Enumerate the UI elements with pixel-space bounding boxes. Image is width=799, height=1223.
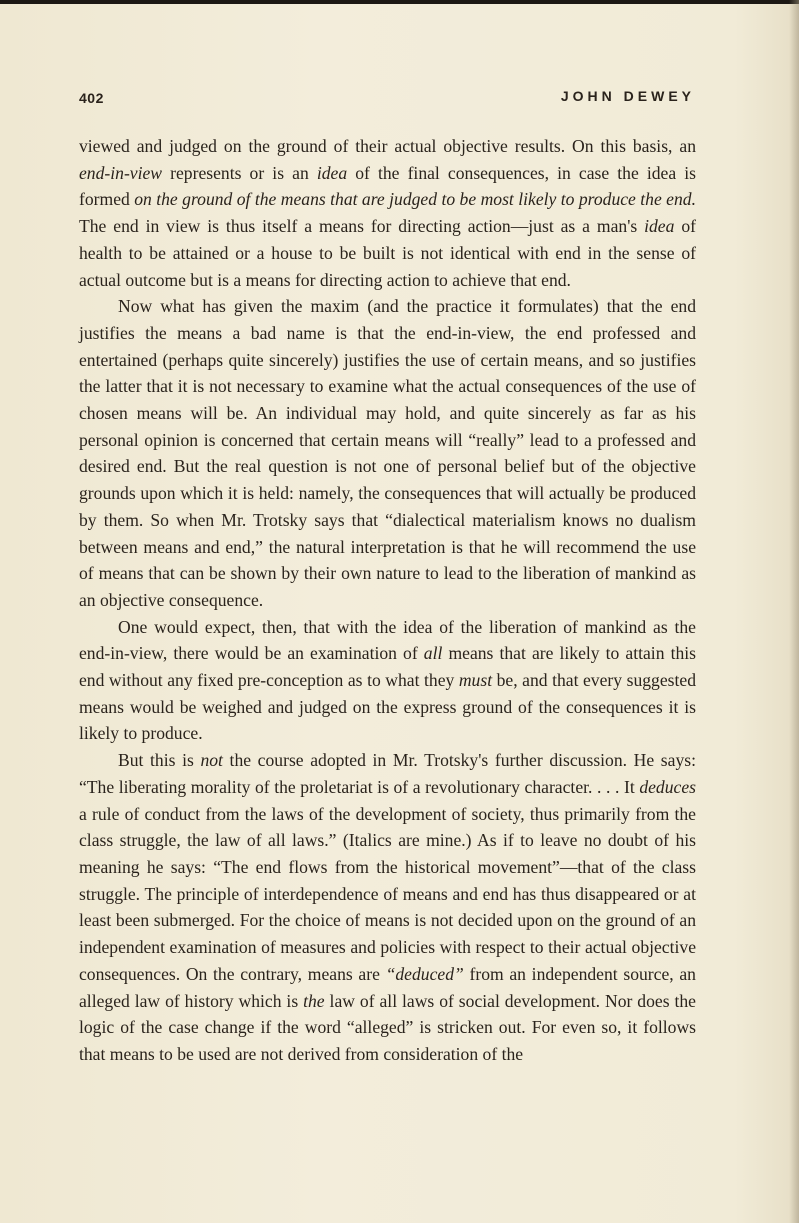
- text-run: law of all laws of social development. Nor does the logic of the case change if the word “alleged” is stricken out. For even so, it follows that means to be used are not derived from consideration of the: [79, 990, 696, 1064]
- text-run: The end in view is thus itself a means for directing action—just as a man's: [79, 216, 645, 237]
- text-run: means that are likely to attain this end without any fixed pre-conception as to what they: [79, 643, 696, 691]
- paragraph: [79, 747, 696, 1067]
- italic-run: deduces: [639, 776, 696, 797]
- text-run: a rule of conduct from the laws of the development of society, thus primarily from the class struggle, the law of all laws.” (Italics are mine.) As if to leave no doubt of his meaning he says: “The end flows from the historical movement”—that of the class struggle. The principle of interdependence of means and end has thus disappeared or at least been submerged. For the choice of means is not decided upon on the ground of an independent examination of measures and policies with respect to their actual objective consequences. On the contrary, means are: [79, 803, 696, 984]
- page-top-edge: [0, 0, 799, 4]
- body-text: [79, 133, 696, 1068]
- italic-run: idea: [644, 216, 675, 237]
- italic-run: must: [458, 670, 493, 691]
- text-run: from an independent source, an alleged law of history which is: [79, 963, 696, 1011]
- text-run: Now what has given the maxim (and the practice it formulates) that the end justifies the means a bad name is that the end-in-view, the end professed and entertained (perhaps quite sincerely) justifies the use of certain means, and so justifies the latter that it is not necessary to examine what the actual consequences of the use of chosen means will be. An individual may hold, and quite sincerely as far as his personal opinion is concerned that certain means will “really” lead to a professed and desired end. But the real question is not one of personal belief but of the objective grounds upon which it is held: namely, the consequences that will actually be produced by them. So when Mr. Trotsky says that “dialectical materialism knows no dualism between means and end,” the natural interpretation is that he will recommend the use of means that can be shown by their own nature to lead to the liberation of mankind as an objective consequence.: [79, 296, 696, 610]
- italic-run: all: [423, 643, 443, 664]
- text-run: be, and that every suggested means would be weighed and judged on the express ground of the consequences it is likely to produce.: [79, 670, 696, 744]
- page-header: [79, 86, 695, 110]
- text-run: One would expect, then, that with the idea of the liberation of mankind as the end-in-view, there would be an examination of: [79, 616, 696, 664]
- text-run: represents or is an: [162, 162, 317, 183]
- paragraph: [79, 293, 696, 613]
- page-number: 402: [79, 90, 104, 106]
- italic-run: the: [303, 990, 325, 1011]
- italic-run: end-in-view: [79, 162, 163, 183]
- italic-run: not: [200, 750, 223, 771]
- paragraph: [79, 614, 696, 748]
- italic-run: “deduced”: [385, 963, 464, 984]
- paragraph: [79, 133, 696, 293]
- page-right-edge-shadow: [789, 0, 799, 1223]
- text-run: But this is: [118, 750, 201, 771]
- text-run: viewed and judged on the ground of their actual objective results. On this basis, an: [79, 136, 696, 156]
- italic-run: on the ground of the means that are judged to be most likely to produce the end.: [134, 189, 696, 210]
- text-run: of the final consequences, in case the idea is formed: [79, 162, 696, 210]
- text-run: the course adopted in Mr. Trotsky's further discussion. He says: “The liberating morality of the proletariat is of a revolutionary character. . . . It: [79, 750, 696, 797]
- text-run: of health to be attained or a house to be built is not identical with end in the sense of actual outcome but is a means for directing action to achieve that end.: [79, 216, 696, 290]
- italic-run: idea: [316, 162, 348, 183]
- running-head: JOHN DEWEY: [560, 88, 695, 104]
